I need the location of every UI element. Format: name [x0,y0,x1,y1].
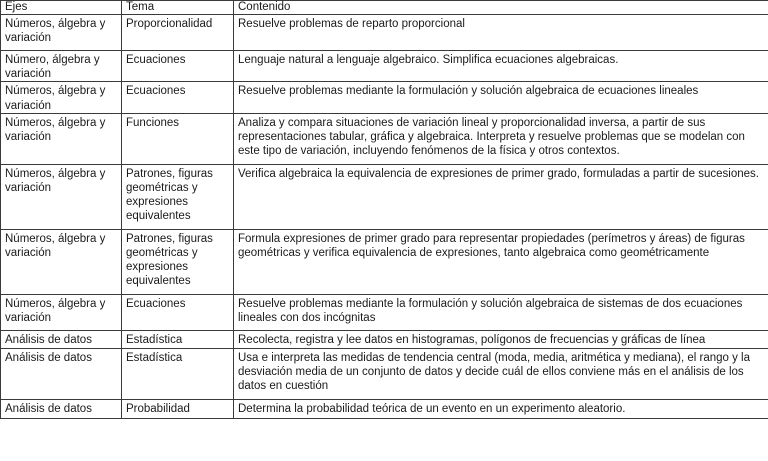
cell-ejes: Números, álgebra y variación [1,82,122,113]
header-row [1,1,768,15]
cell-tema: Proporcionalidad [122,15,234,51]
table-row [1,399,768,418]
cell-tema: Ecuaciones [122,82,234,113]
table-row [1,294,768,330]
table-row [1,229,768,294]
cell-tema: Funciones [122,113,234,164]
header-ejes: Ejes [1,1,122,15]
header-tema: Tema [122,1,234,15]
cell-contenido: Usa e interpreta las medidas de tendencia central (moda, media, aritmética y mediana), el rango y la desviación media de un conjunto de datos y decide cuál de ellos conviene más en el análisis de los datos en cuestión [234,348,768,399]
table-row [1,82,768,113]
cell-contenido: Determina la probabilidad teórica de un evento en un experimento aleatorio. [234,399,768,418]
cell-ejes: Análisis de datos [1,330,122,348]
cell-contenido: Resuelve problemas mediante la formulación y solución algebraica de ecuaciones lineales [234,82,768,113]
header-contenido: Contenido [234,1,768,15]
table-row [1,164,768,229]
table-row [1,348,768,399]
cell-ejes: Análisis de datos [1,348,122,399]
cell-tema: Patrones, figuras geométricas y expresiones equivalentes [122,229,234,294]
cell-contenido: Formula expresiones de primer grado para representar propiedades (perímetros y áreas) de figuras geométricas y verifica equivalencia de expresiones, tanto algebraica como geométricamente [234,229,768,294]
cell-tema: Ecuaciones [122,51,234,82]
cell-tema: Estadística [122,330,234,348]
cell-tema: Probabilidad [122,399,234,418]
cell-tema: Estadística [122,348,234,399]
cell-ejes: Análisis de datos [1,399,122,418]
cell-contenido: Resuelve problemas de reparto proporcional [234,15,768,51]
table-row [1,51,768,82]
cell-ejes: Números, álgebra y variación [1,15,122,51]
cell-contenido: Analiza y compara situaciones de variación lineal y proporcionalidad inversa, a partir de sus representaciones tabular, gráfica y algebraica. Interpreta y resuelve problemas que se modelan con este tipo de variación, incluyendo fenómenos de la física y otros contextos. [234,113,768,164]
cell-ejes: Números, álgebra y variación [1,294,122,330]
cell-contenido: Verifica algebraica la equivalencia de expresiones de primer grado, formuladas a partir de sucesiones. [234,164,768,229]
table-row [1,15,768,51]
cell-tema: Patrones, figuras geométricas y expresiones equivalentes [122,164,234,229]
cell-contenido: Lenguaje natural a lenguaje algebraico. Simplifica ecuaciones algebraicas. [234,51,768,82]
cell-ejes: Números, álgebra y variación [1,229,122,294]
cell-contenido: Resuelve problemas mediante la formulación y solución algebraica de sistemas de dos ecuaciones lineales con dos incógnitas [234,294,768,330]
table-row [1,113,768,164]
cell-contenido: Recolecta, registra y lee datos en histogramas, polígonos de frecuencias y gráficas de línea [234,330,768,348]
cell-ejes: Números, álgebra y variación [1,113,122,164]
table-row [1,330,768,348]
cell-ejes: Número, álgebra y variación [1,51,122,82]
cell-tema: Ecuaciones [122,294,234,330]
cell-ejes: Números, álgebra y variación [1,164,122,229]
